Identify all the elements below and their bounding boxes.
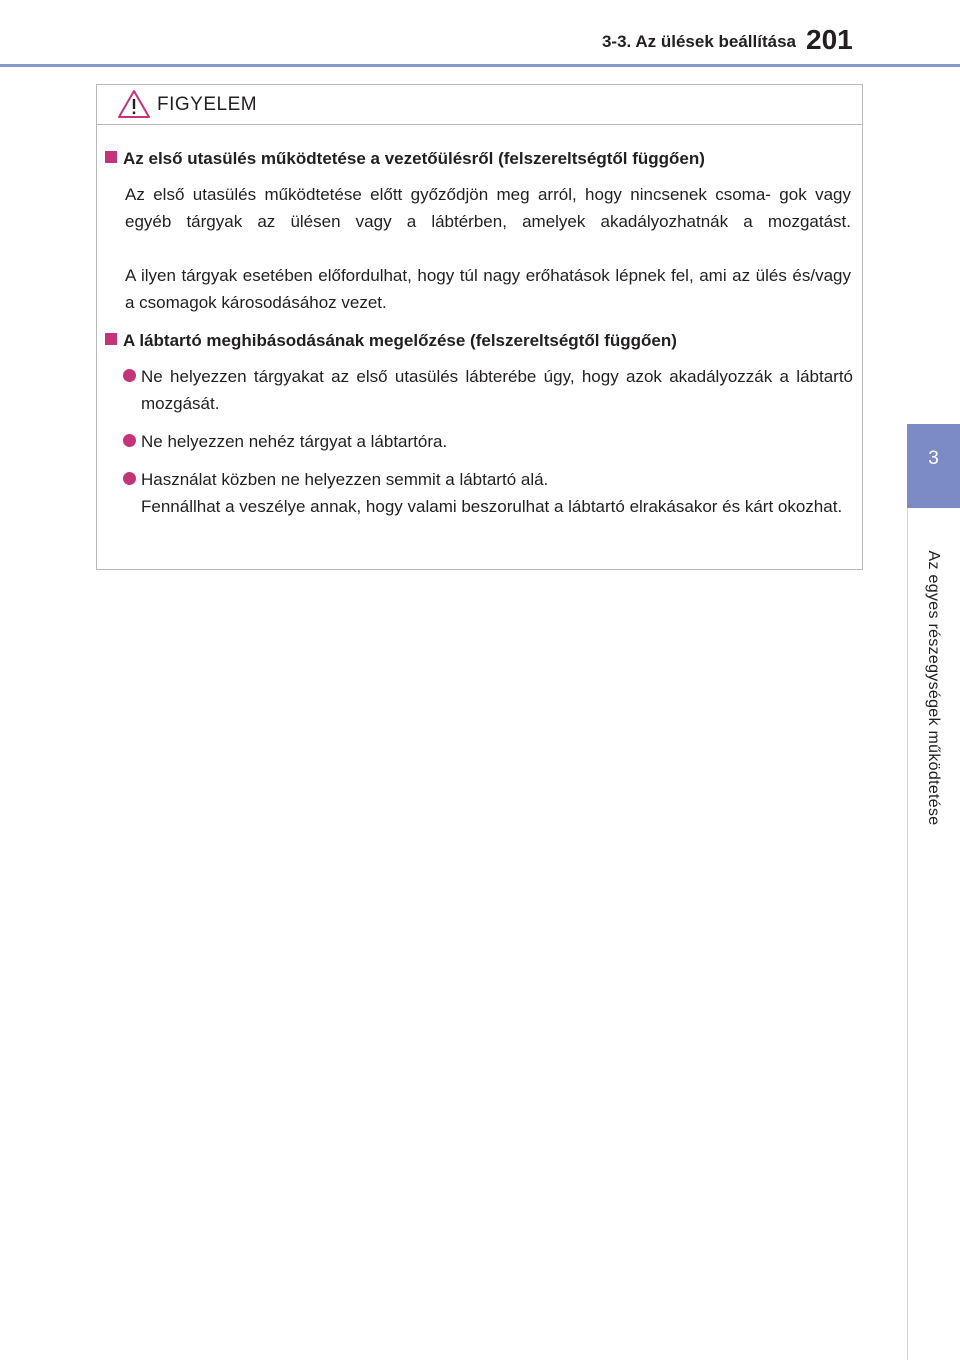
- section-heading-footrest: A lábtartó meghibásodásának megelőzése (felszereltségtől függően): [105, 331, 677, 351]
- list-item: Ne helyezzen nehéz tárgyat a lábtartóra.: [123, 428, 853, 455]
- paragraph-text-1b: A ilyen tárgyak esetében előfordulhat, hogy túl nagy erőhatások lépnek fel, ami az ülés és/vagy a csomagok károsodásához vezet.: [125, 266, 851, 312]
- section-heading-passenger-seat: Az első utasülés működtetése a vezetőülésről (felszereltségtől függően): [105, 149, 705, 169]
- page-section-title: 3-3. Az ülések beállítása: [601, 32, 796, 51]
- warning-header: [97, 85, 862, 125]
- square-bullet-icon: [105, 151, 117, 163]
- round-bullet-icon: [123, 369, 136, 382]
- page-number: 201: [806, 24, 853, 55]
- paragraph-text-1a: Az első utasülés működtetése előtt győződjön meg arról, hogy nincsenek csoma- gok vagy egyéb tárgyak az ülésen vagy a lábtérben, amelyek akadályozhatnák a mozgatást.: [125, 185, 851, 231]
- square-bullet-icon: [105, 333, 117, 345]
- warning-label: FIGYELEM: [157, 94, 258, 115]
- list-item: Használat közben ne helyezzen semmit a lábtartó alá.: [123, 466, 853, 493]
- chapter-number: 3: [928, 448, 939, 469]
- warning-box: [96, 84, 863, 570]
- round-bullet-icon: [123, 472, 136, 485]
- warning-triangle-icon: [117, 89, 151, 119]
- header-divider: [0, 64, 960, 67]
- round-bullet-icon: [123, 434, 136, 447]
- list-item-continuation: Fennállhat a veszélye annak, hogy valami beszorulhat a lábtartó elrakásakor és kárt okozhat.: [141, 497, 843, 516]
- chapter-title: Az egyes részegységek működtetése: [925, 550, 942, 826]
- list-item: Ne helyezzen tárgyakat az első utasülés lábterébe úgy, hogy azok akadályozzák a lábtartó mozgását.: [123, 363, 853, 417]
- chapter-tab[interactable]: [907, 424, 960, 508]
